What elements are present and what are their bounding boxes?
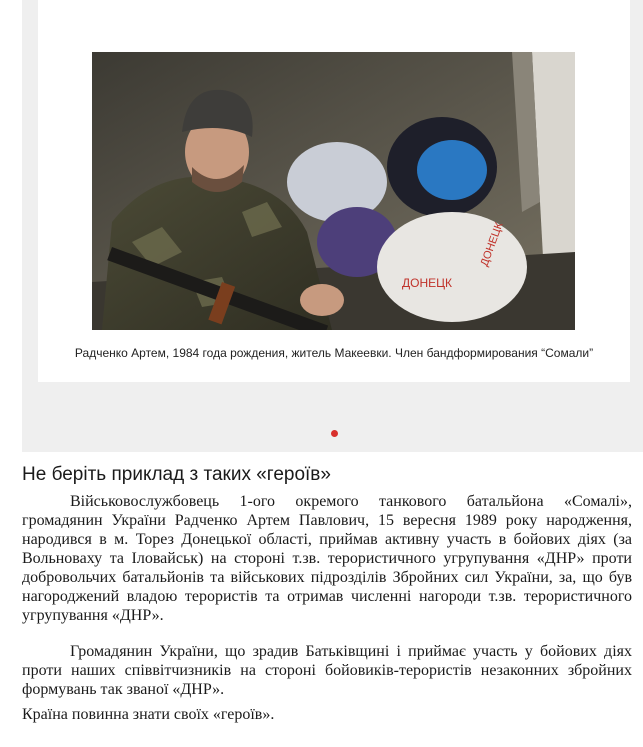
article-paragraph-1: Військовослужбовець 1-ого окремого танкового батальйона «Сомалі», громадянин України Радченко Артем Павлович, 15 вересня 1989 року народження, народився в м. Торез Донецької області, приймав активну участь в бойових діях (за Вольноваху та Іловайськ) на стороні т.зв. терористичного угрупування «ДНР» проти добровольчих батальйонів та військових підрозділів Збройних сил України, за, що був нагороджений владою терористів та отримав численні нагороди т.зв. терористичного угрупування «ДНР». (22, 493, 632, 624)
slide-photo (92, 52, 575, 330)
article-paragraph-2: Громадянин України, що зрадив Батьківщині і приймає участь у бойових діях проти наших співвітчизників на стороні бойовиків-терористів незаконних збройних формувань так званої «ДНР». (22, 643, 632, 698)
article-headline: Не беріть приклад з таких «героїв» (22, 464, 331, 485)
photo-image (92, 52, 575, 330)
bag-print-2: ДОНЕЦК (478, 220, 506, 269)
slider-pagination (22, 425, 643, 441)
article (22, 462, 632, 724)
image-slider[interactable] (22, 0, 643, 452)
article-paragraph-3: Країна повинна знати своїх «героїв». (22, 706, 275, 723)
slide-caption: Радченко Артем, 1984 года рождения, житель Макеевки. Член бандформирования “Сомали” (74, 346, 594, 360)
slide (38, 0, 630, 382)
slider-dot-active[interactable] (331, 430, 338, 437)
bag-print-1: ДОНЕЦК (402, 276, 452, 290)
